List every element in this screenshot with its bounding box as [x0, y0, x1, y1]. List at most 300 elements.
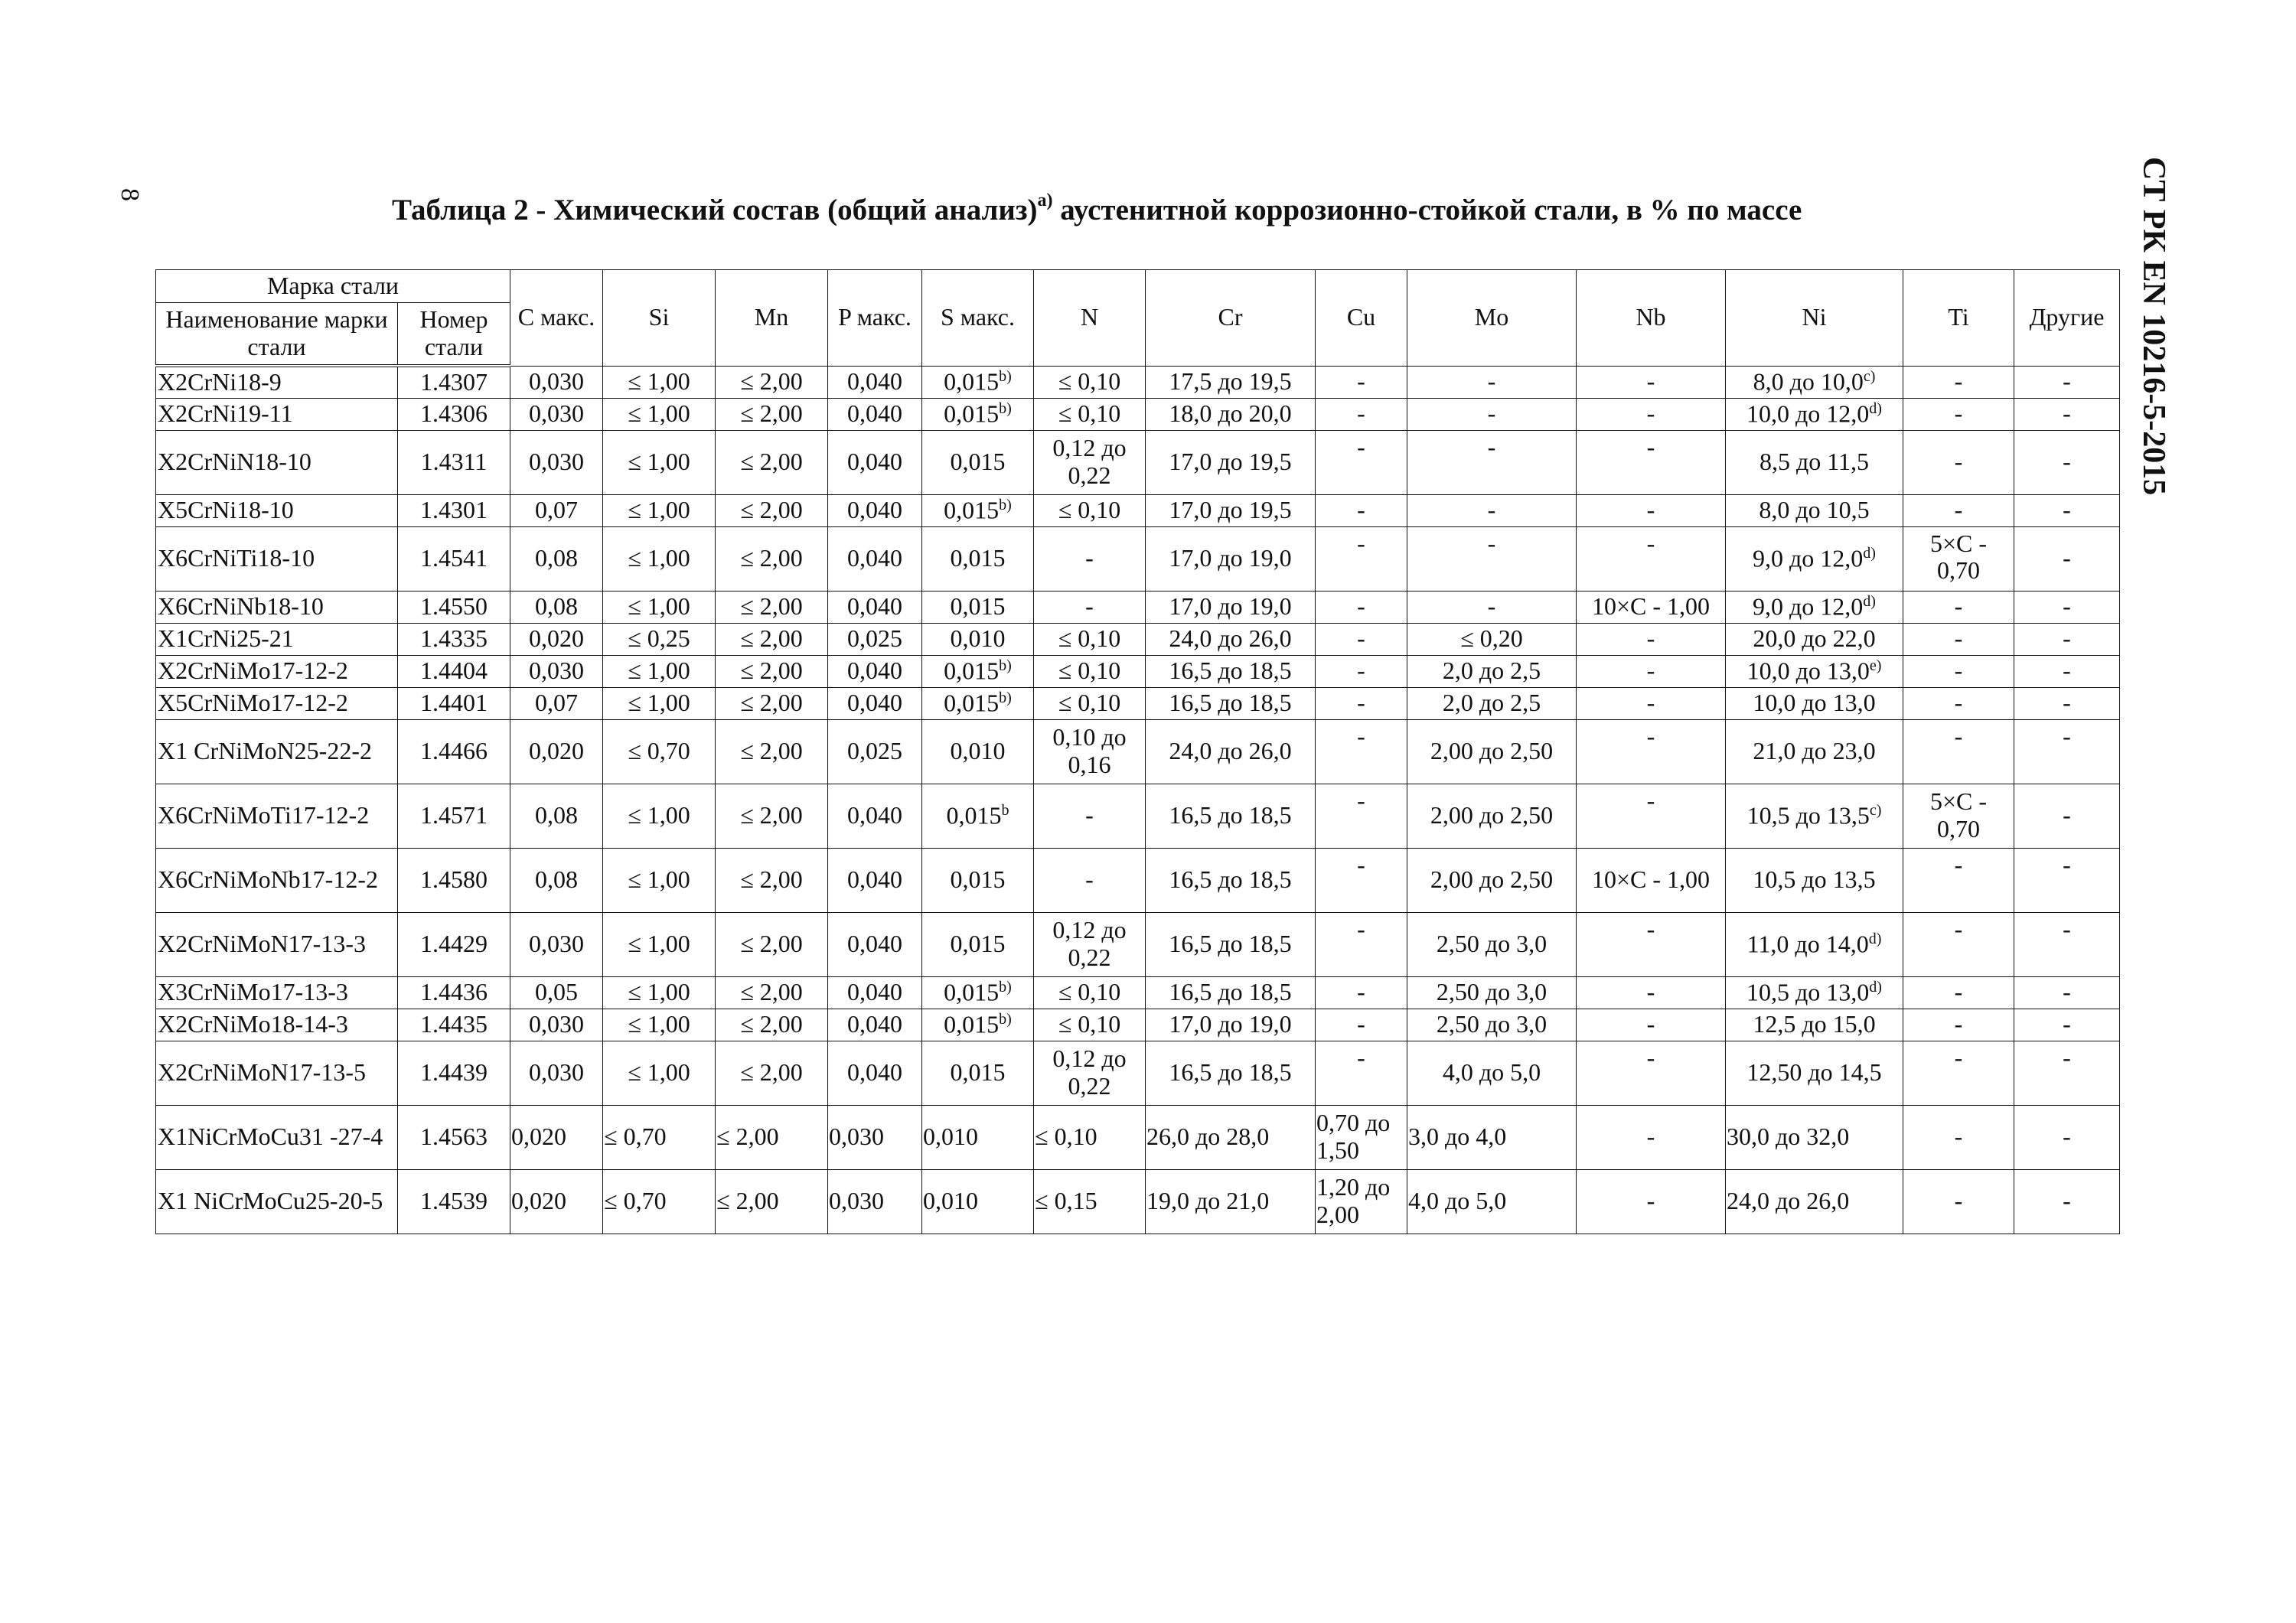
cell-value: 18,0 до 20,0	[1169, 399, 1292, 428]
cell-c	[510, 976, 603, 1009]
cell-value: 17,0 до 19,0	[1169, 544, 1292, 572]
table-row	[156, 784, 2120, 848]
footnote-marker: d)	[1869, 399, 1882, 417]
cell-value: 9,0 до 12,0	[1753, 592, 1864, 621]
cell-p	[828, 976, 922, 1009]
cell-value: 0,030	[829, 1123, 884, 1151]
table-row	[156, 1169, 2120, 1234]
cell-value: ≤ 2,00	[740, 367, 803, 396]
cell-c	[510, 655, 603, 687]
cell-name	[156, 1105, 398, 1169]
cell-nb	[1577, 655, 1726, 687]
cell-value: 9,0 до 12,0	[1753, 544, 1864, 572]
cell-value: 16,5 до 18,5	[1169, 930, 1292, 958]
cell-value: ≤ 2,00	[740, 865, 803, 894]
footnote-marker: e)	[1869, 657, 1882, 674]
table-row	[156, 1041, 2120, 1105]
footnote-marker: d)	[1869, 978, 1882, 996]
cell-value: ≤ 0,10	[1058, 1010, 1121, 1038]
cell-value: -	[2063, 448, 2071, 476]
footnote-marker: c)	[1869, 801, 1882, 819]
cell-value: 10,0 до 13,0	[1753, 689, 1876, 717]
cell-s	[922, 494, 1034, 526]
header-cu: Cu	[1316, 270, 1407, 367]
cell-value: ≤ 2,00	[740, 448, 803, 476]
cell-value: -	[1357, 657, 1365, 685]
cell-value: -	[1487, 432, 1496, 461]
cell-p	[828, 1041, 922, 1105]
cell-value: -	[1646, 399, 1655, 428]
cell-value: 16,5 до 18,5	[1169, 801, 1292, 829]
cell-cr	[1146, 591, 1316, 623]
cell-value: ≤ 2,00	[740, 1010, 803, 1038]
cell-s	[922, 976, 1034, 1009]
cell-name	[156, 398, 398, 430]
cell-value: 0,015	[944, 978, 1000, 1006]
cell-value: -	[1357, 432, 1365, 461]
cell-mo	[1407, 526, 1577, 591]
footnote-marker: b)	[999, 978, 1012, 996]
cell-name	[156, 591, 398, 623]
cell-ti	[1903, 687, 2014, 719]
cell-nb	[1577, 398, 1726, 430]
cell-value: 0,030	[829, 1187, 884, 1215]
cell-other	[2014, 784, 2120, 848]
cell-other	[2014, 687, 2120, 719]
cell-value: 0,010	[923, 1187, 978, 1215]
cell-value: -	[1954, 367, 1963, 396]
cell-value: 0,040	[847, 496, 902, 524]
cell-value: ≤ 1,00	[628, 689, 690, 717]
cell-value: 0,015	[944, 496, 1000, 524]
cell-num	[398, 719, 510, 784]
cell-value: ≤ 2,00	[740, 399, 803, 428]
cell-value: ≤ 0,10	[1058, 367, 1121, 396]
cell-ni	[1726, 719, 1903, 784]
cell-value: 0,040	[847, 592, 902, 621]
cell-value: 0,040	[847, 865, 902, 894]
cell-value: 0,05	[535, 978, 578, 1006]
cell-cu	[1316, 591, 1407, 623]
cell-value: -	[1487, 529, 1496, 557]
cell-other	[2014, 976, 2120, 1009]
cell-s	[922, 848, 1034, 912]
table-row	[156, 719, 2120, 784]
cell-mn	[716, 430, 828, 494]
cell-cu	[1316, 784, 1407, 848]
cell-value: 0,12 до 0,22	[1052, 916, 1127, 971]
cell-value: -	[2063, 624, 2071, 653]
cell-value: -	[1357, 978, 1365, 1006]
cell-value: 0,015	[944, 367, 1000, 396]
cell-value: -	[1954, 914, 1963, 943]
cell-ni	[1726, 655, 1903, 687]
cell-value: -	[1085, 801, 1094, 829]
cell-value: 0,030	[529, 1058, 584, 1087]
cell-value: ≤ 0,25	[628, 624, 690, 653]
cell-mo	[1407, 1009, 1577, 1041]
cell-ni	[1726, 1105, 1903, 1169]
cell-cu	[1316, 1041, 1407, 1105]
header-ti: Ti	[1903, 270, 2014, 367]
table-title	[392, 193, 1802, 227]
footnote-marker: d)	[1863, 592, 1876, 610]
cell-other	[2014, 494, 2120, 526]
cell-n	[1034, 1105, 1146, 1169]
cell-value: X6CrNiMoNb17-12-2	[158, 865, 378, 894]
cell-value: 0,08	[535, 865, 578, 894]
footnote-marker: b)	[999, 689, 1012, 706]
cell-value: -	[1646, 1043, 1655, 1071]
cell-value: 1,20 до 2,00	[1316, 1173, 1391, 1228]
cell-other	[2014, 719, 2120, 784]
cell-value: -	[1954, 1187, 1963, 1215]
cell-value: ≤ 2,00	[740, 737, 803, 765]
cell-value: 0,040	[847, 930, 902, 958]
cell-p	[828, 430, 922, 494]
cell-value: 0,015	[944, 399, 1000, 428]
cell-cr	[1146, 848, 1316, 912]
cell-value: -	[1085, 544, 1094, 572]
cell-ni	[1726, 1009, 1903, 1041]
cell-value: -	[2063, 850, 2071, 878]
cell-mo	[1407, 1041, 1577, 1105]
cell-c	[510, 398, 603, 430]
cell-value: 2,50 до 3,0	[1436, 1010, 1548, 1038]
cell-value: X6CrNiTi18-10	[158, 544, 315, 572]
table-row	[156, 1105, 2120, 1169]
cell-value: X2CrNiMoN17-13-5	[158, 1058, 366, 1087]
cell-value: 2,0 до 2,5	[1442, 689, 1541, 717]
cell-nb	[1577, 366, 1726, 398]
cell-value: -	[1357, 850, 1365, 878]
cell-value: 17,0 до 19,5	[1169, 496, 1292, 524]
cell-c	[510, 494, 603, 526]
cell-value: ≤ 2,00	[716, 1123, 779, 1151]
cell-n	[1034, 494, 1146, 526]
cell-value: 10×C - 1,00	[1591, 592, 1711, 621]
cell-value: ≤ 2,00	[740, 689, 803, 717]
cell-value: 1.4563	[420, 1123, 488, 1151]
cell-s	[922, 1169, 1034, 1234]
cell-cr	[1146, 430, 1316, 494]
cell-cr	[1146, 784, 1316, 848]
cell-ni	[1726, 784, 1903, 848]
cell-cu	[1316, 623, 1407, 655]
cell-value: ≤ 0,10	[1058, 689, 1121, 717]
cell-ti	[1903, 912, 2014, 976]
cell-ti	[1903, 1169, 2014, 1234]
cell-value: X2CrNiMo18-14-3	[158, 1010, 348, 1038]
cell-value: ≤ 2,00	[740, 544, 803, 572]
footnote-marker: c)	[1863, 367, 1876, 385]
cell-si	[603, 526, 716, 591]
cell-c	[510, 591, 603, 623]
table-row	[156, 655, 2120, 687]
cell-value: 0,015	[950, 865, 1006, 894]
cell-value: 1.4571	[420, 801, 488, 829]
cell-ni	[1726, 494, 1903, 526]
cell-mn	[716, 494, 828, 526]
cell-value: 0,040	[847, 801, 902, 829]
cell-value: 0,040	[847, 1010, 902, 1038]
cell-mn	[716, 623, 828, 655]
cell-cr	[1146, 912, 1316, 976]
cell-si	[603, 719, 716, 784]
cell-ti	[1903, 1009, 2014, 1041]
cell-value: 1.4307	[420, 367, 488, 396]
cell-c	[510, 1041, 603, 1105]
cell-value: -	[1646, 624, 1655, 653]
cell-name	[156, 526, 398, 591]
cell-ni	[1726, 526, 1903, 591]
cell-ni	[1726, 912, 1903, 976]
header-c: C макс.	[510, 270, 603, 367]
cell-other	[2014, 912, 2120, 976]
cell-value: X2CrNiN18-10	[158, 448, 311, 476]
header-mn: Mn	[716, 270, 828, 367]
cell-value: -	[1646, 722, 1655, 750]
cell-value: ≤ 1,00	[628, 1058, 690, 1087]
header-steel-grade: Марка стали	[156, 270, 510, 303]
table-row	[156, 494, 2120, 526]
cell-mn	[716, 848, 828, 912]
footnote-marker: b)	[999, 1010, 1012, 1028]
cell-value: -	[1357, 592, 1365, 621]
table-row	[156, 398, 2120, 430]
cell-value: 1.4301	[420, 496, 488, 524]
cell-cr	[1146, 398, 1316, 430]
cell-ni	[1726, 398, 1903, 430]
cell-other	[2014, 366, 2120, 398]
cell-value: ≤ 0,10	[1058, 978, 1121, 1006]
cell-value: 17,0 до 19,5	[1169, 448, 1292, 476]
cell-value: 0,015	[944, 657, 1000, 685]
cell-value: -	[2063, 1043, 2071, 1071]
cell-value: ≤ 2,00	[716, 1187, 779, 1215]
cell-value: ≤ 0,10	[1035, 1123, 1097, 1151]
cell-s	[922, 430, 1034, 494]
cell-p	[828, 366, 922, 398]
cell-value: 1.4539	[420, 1187, 488, 1215]
cell-value: 10,0 до 13,0	[1746, 657, 1870, 685]
cell-value: -	[2063, 544, 2071, 572]
cell-nb	[1577, 848, 1726, 912]
cell-value: -	[1646, 529, 1655, 557]
cell-value: X1CrNi25-21	[158, 624, 294, 653]
cell-p	[828, 719, 922, 784]
cell-value: X5CrNiMo17-12-2	[158, 689, 348, 717]
cell-value: 0,015	[950, 448, 1006, 476]
cell-value: 0,040	[847, 399, 902, 428]
cell-si	[603, 687, 716, 719]
cell-value: -	[1357, 399, 1365, 428]
cell-other	[2014, 430, 2120, 494]
cell-name	[156, 719, 398, 784]
cell-mo	[1407, 366, 1577, 398]
cell-value: 3,0 до 4,0	[1408, 1123, 1507, 1151]
cell-value: 0,040	[847, 367, 902, 396]
cell-value: 0,020	[529, 624, 584, 653]
cell-value: -	[1954, 1043, 1963, 1071]
cell-mo	[1407, 1105, 1577, 1169]
cell-value: -	[1357, 689, 1365, 717]
cell-c	[510, 430, 603, 494]
cell-cr	[1146, 687, 1316, 719]
cell-value: -	[1954, 689, 1963, 717]
cell-mn	[716, 976, 828, 1009]
cell-mo	[1407, 784, 1577, 848]
cell-nb	[1577, 430, 1726, 494]
cell-ti	[1903, 976, 2014, 1009]
cell-mn	[716, 655, 828, 687]
cell-value: 10,5 до 13,0	[1746, 978, 1870, 1006]
cell-value: X1NiCrMoCu31 -27-4	[158, 1123, 383, 1151]
cell-p	[828, 494, 922, 526]
cell-num	[398, 1105, 510, 1169]
cell-name	[156, 494, 398, 526]
cell-name	[156, 912, 398, 976]
cell-value: 0,015	[944, 689, 1000, 717]
cell-num	[398, 494, 510, 526]
cell-value: 0,010	[950, 737, 1006, 765]
table-row	[156, 366, 2120, 398]
cell-cu	[1316, 719, 1407, 784]
cell-n	[1034, 1041, 1146, 1105]
cell-mo	[1407, 687, 1577, 719]
cell-value: 1.4436	[420, 978, 488, 1006]
cell-si	[603, 494, 716, 526]
cell-ti	[1903, 623, 2014, 655]
cell-value: -	[2063, 1123, 2071, 1151]
cell-nb	[1577, 1041, 1726, 1105]
cell-value: 24,0 до 26,0	[1727, 1187, 1850, 1215]
cell-mn	[716, 591, 828, 623]
cell-cu	[1316, 430, 1407, 494]
cell-value: -	[1357, 1043, 1365, 1071]
cell-value: 24,0 до 26,0	[1169, 737, 1292, 765]
cell-value: ≤ 0,10	[1058, 496, 1121, 524]
cell-mo	[1407, 623, 1577, 655]
cell-cu	[1316, 687, 1407, 719]
cell-si	[603, 430, 716, 494]
cell-value: 0,020	[529, 737, 584, 765]
cell-value: 1.4335	[420, 624, 488, 653]
cell-c	[510, 1105, 603, 1169]
cell-value: 0,015	[950, 1058, 1006, 1087]
cell-ti	[1903, 398, 2014, 430]
cell-value: 5×C - 0,70	[1929, 787, 1988, 842]
cell-value: 20,0 до 22,0	[1753, 624, 1876, 653]
cell-c	[510, 912, 603, 976]
cell-name	[156, 1009, 398, 1041]
cell-value: 1.4580	[420, 865, 488, 894]
cell-s	[922, 526, 1034, 591]
cell-value: 0,030	[529, 448, 584, 476]
cell-value: -	[1954, 850, 1963, 878]
cell-name	[156, 655, 398, 687]
cell-ti	[1903, 1105, 2014, 1169]
cell-c	[510, 848, 603, 912]
cell-value: 0,040	[847, 689, 902, 717]
cell-c	[510, 1169, 603, 1234]
cell-p	[828, 687, 922, 719]
cell-value: -	[1357, 624, 1365, 653]
cell-value: 2,50 до 3,0	[1436, 978, 1548, 1006]
cell-value: 16,5 до 18,5	[1169, 1058, 1292, 1087]
cell-s	[922, 366, 1034, 398]
cell-mo	[1407, 655, 1577, 687]
cell-value: -	[1487, 399, 1496, 428]
cell-s	[922, 912, 1034, 976]
cell-value: -	[1954, 592, 1963, 621]
cell-si	[603, 591, 716, 623]
cell-mn	[716, 1105, 828, 1169]
cell-value: -	[1357, 1010, 1365, 1038]
cell-value: X6CrNiNb18-10	[158, 592, 324, 621]
cell-cu	[1316, 1105, 1407, 1169]
cell-ti	[1903, 848, 2014, 912]
cell-nb	[1577, 526, 1726, 591]
header-steel-number: Номер стали	[398, 303, 510, 367]
cell-num	[398, 430, 510, 494]
cell-name	[156, 366, 398, 398]
cell-other	[2014, 1105, 2120, 1169]
cell-n	[1034, 366, 1146, 398]
footnote-marker: b)	[999, 657, 1012, 674]
cell-value: ≤ 2,00	[740, 624, 803, 653]
cell-nb	[1577, 687, 1726, 719]
cell-value: ≤ 0,10	[1058, 624, 1121, 653]
cell-cu	[1316, 398, 1407, 430]
cell-num	[398, 526, 510, 591]
cell-value: -	[1487, 592, 1496, 621]
cell-value: 2,50 до 3,0	[1436, 930, 1548, 958]
cell-p	[828, 398, 922, 430]
cell-value: 1.4439	[420, 1058, 488, 1087]
cell-s	[922, 623, 1034, 655]
cell-si	[603, 623, 716, 655]
cell-value: X2CrNiMoN17-13-3	[158, 930, 366, 958]
cell-mn	[716, 1009, 828, 1041]
cell-value: 0,12 до 0,22	[1052, 1045, 1127, 1100]
cell-ti	[1903, 655, 2014, 687]
cell-nb	[1577, 719, 1726, 784]
cell-value: -	[1954, 1123, 1963, 1151]
cell-value: 17,0 до 19,0	[1169, 1010, 1292, 1038]
cell-cr	[1146, 494, 1316, 526]
cell-value: 0,020	[511, 1187, 566, 1215]
cell-value: ≤ 2,00	[740, 801, 803, 829]
cell-value: ≤ 1,00	[628, 544, 690, 572]
cell-value: -	[1646, 1123, 1655, 1151]
table-row	[156, 687, 2120, 719]
cell-num	[398, 655, 510, 687]
cell-s	[922, 784, 1034, 848]
cell-value: ≤ 1,00	[628, 978, 690, 1006]
cell-value: 16,5 до 18,5	[1169, 657, 1292, 685]
footnote-marker: b	[1001, 801, 1009, 819]
cell-si	[603, 398, 716, 430]
cell-ni	[1726, 687, 1903, 719]
header-nb: Nb	[1577, 270, 1726, 367]
cell-mn	[716, 912, 828, 976]
table-body	[156, 366, 2120, 1234]
cell-c	[510, 366, 603, 398]
cell-value: 17,0 до 19,0	[1169, 592, 1292, 621]
cell-ti	[1903, 526, 2014, 591]
cell-n	[1034, 976, 1146, 1009]
